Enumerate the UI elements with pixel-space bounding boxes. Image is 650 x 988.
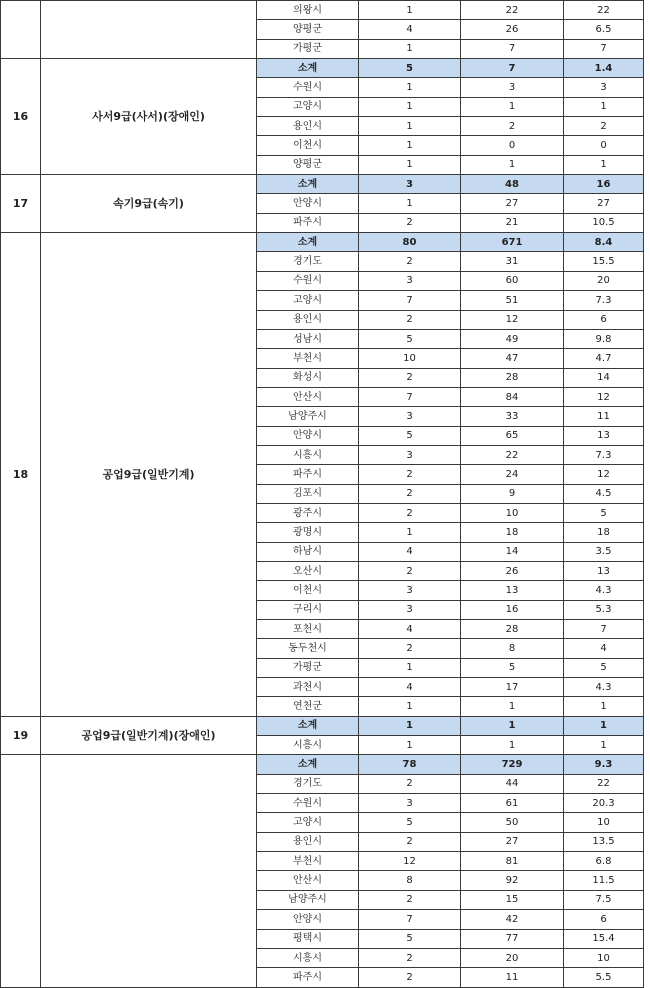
applicants-cell: 1 <box>461 697 564 716</box>
applicants-cell: 84 <box>461 387 564 406</box>
ratio-cell: 4.7 <box>564 349 644 368</box>
ratio-cell: 20.3 <box>564 794 644 813</box>
quota-cell: 3 <box>359 407 461 426</box>
applicants-cell: 1 <box>461 716 564 735</box>
applicants-cell: 10 <box>461 503 564 522</box>
applicants-cell: 22 <box>461 445 564 464</box>
region-cell: 가평군 <box>257 39 359 58</box>
job-number-cell: 17 <box>1 175 41 233</box>
job-number-cell: 18 <box>1 233 41 717</box>
subtotal-label-cell: 소계 <box>257 175 359 194</box>
applicants-cell: 42 <box>461 910 564 929</box>
region-cell: 포천시 <box>257 620 359 639</box>
region-cell: 양평군 <box>257 20 359 39</box>
quota-cell: 1 <box>359 523 461 542</box>
applicants-cell: 1 <box>461 97 564 116</box>
applicants-cell: 15 <box>461 890 564 909</box>
quota-cell: 1 <box>359 117 461 136</box>
region-cell: 수원시 <box>257 271 359 290</box>
ratio-cell: 6.8 <box>564 852 644 871</box>
applicants-cell: 5 <box>461 658 564 677</box>
job-title-cell: 공업9급(일반기계)(장애인) <box>41 716 257 755</box>
applicants-cell: 22 <box>461 1 564 20</box>
ratio-cell: 12 <box>564 465 644 484</box>
job-title-cell <box>41 1 257 59</box>
ratio-cell: 15.4 <box>564 929 644 948</box>
ratio-cell: 3 <box>564 78 644 97</box>
ratio-cell: 27 <box>564 194 644 213</box>
ratio-cell: 7.5 <box>564 890 644 909</box>
region-cell: 하남시 <box>257 542 359 561</box>
ratio-cell: 20 <box>564 271 644 290</box>
subtotal-row <box>1 716 644 735</box>
applicants-cell: 50 <box>461 813 564 832</box>
applicants-cell: 21 <box>461 213 564 232</box>
quota-cell: 2 <box>359 465 461 484</box>
ratio-cell: 1 <box>564 716 644 735</box>
ratio-cell: 11 <box>564 407 644 426</box>
applicants-cell: 31 <box>461 252 564 271</box>
region-cell: 김포시 <box>257 484 359 503</box>
quota-cell: 2 <box>359 484 461 503</box>
applicants-cell: 24 <box>461 465 564 484</box>
quota-cell: 1 <box>359 155 461 174</box>
applicants-cell: 729 <box>461 755 564 774</box>
quota-cell: 1 <box>359 194 461 213</box>
region-cell: 고양시 <box>257 813 359 832</box>
quota-cell: 4 <box>359 620 461 639</box>
region-cell: 가평군 <box>257 658 359 677</box>
region-cell: 의왕시 <box>257 1 359 20</box>
ratio-cell: 4.3 <box>564 581 644 600</box>
ratio-cell: 13.5 <box>564 832 644 851</box>
region-cell: 시흥시 <box>257 948 359 967</box>
region-cell: 연천군 <box>257 697 359 716</box>
quota-cell: 2 <box>359 503 461 522</box>
region-cell: 용인시 <box>257 117 359 136</box>
region-cell: 경기도 <box>257 252 359 271</box>
ratio-cell: 7.3 <box>564 291 644 310</box>
job-number-cell: 16 <box>1 59 41 175</box>
quota-cell: 4 <box>359 20 461 39</box>
ratio-cell: 6 <box>564 310 644 329</box>
region-cell: 남양주시 <box>257 890 359 909</box>
applicants-cell: 77 <box>461 929 564 948</box>
quota-cell: 5 <box>359 426 461 445</box>
quota-cell: 1 <box>359 1 461 20</box>
applicants-cell: 8 <box>461 639 564 658</box>
region-cell: 양평군 <box>257 155 359 174</box>
ratio-cell: 6.5 <box>564 20 644 39</box>
ratio-cell: 7 <box>564 39 644 58</box>
region-cell: 오산시 <box>257 561 359 580</box>
quota-cell: 2 <box>359 252 461 271</box>
ratio-cell: 1.4 <box>564 59 644 78</box>
subtotal-label-cell: 소계 <box>257 716 359 735</box>
ratio-cell: 1 <box>564 155 644 174</box>
ratio-cell: 7.3 <box>564 445 644 464</box>
region-cell: 부천시 <box>257 852 359 871</box>
quota-cell: 2 <box>359 832 461 851</box>
ratio-cell: 7 <box>564 620 644 639</box>
quota-cell: 2 <box>359 968 461 987</box>
applicants-cell: 49 <box>461 329 564 348</box>
region-cell: 고양시 <box>257 291 359 310</box>
region-cell: 시흥시 <box>257 736 359 755</box>
quota-cell: 1 <box>359 39 461 58</box>
ratio-cell: 8.4 <box>564 233 644 252</box>
quota-cell: 78 <box>359 755 461 774</box>
applicants-cell: 92 <box>461 871 564 890</box>
ratio-cell: 3.5 <box>564 542 644 561</box>
applicants-cell: 9 <box>461 484 564 503</box>
region-cell: 고양시 <box>257 97 359 116</box>
applicants-cell: 27 <box>461 832 564 851</box>
applicants-cell: 48 <box>461 175 564 194</box>
applicants-cell: 16 <box>461 600 564 619</box>
subtotal-label-cell: 소계 <box>257 233 359 252</box>
region-cell: 안양시 <box>257 426 359 445</box>
ratio-cell: 5 <box>564 503 644 522</box>
ratio-cell: 16 <box>564 175 644 194</box>
applicants-cell: 0 <box>461 136 564 155</box>
ratio-cell: 0 <box>564 136 644 155</box>
ratio-cell: 10 <box>564 813 644 832</box>
applicants-cell: 13 <box>461 581 564 600</box>
quota-cell: 5 <box>359 929 461 948</box>
quota-cell: 4 <box>359 678 461 697</box>
quota-cell: 2 <box>359 639 461 658</box>
quota-cell: 5 <box>359 59 461 78</box>
applicants-cell: 1 <box>461 155 564 174</box>
applicants-cell: 671 <box>461 233 564 252</box>
quota-cell: 7 <box>359 387 461 406</box>
ratio-cell: 11.5 <box>564 871 644 890</box>
quota-cell: 2 <box>359 310 461 329</box>
applicants-cell: 27 <box>461 194 564 213</box>
ratio-cell: 18 <box>564 523 644 542</box>
quota-cell: 3 <box>359 271 461 290</box>
applicants-cell: 12 <box>461 310 564 329</box>
job-number-cell <box>1 755 41 987</box>
job-number-cell <box>1 1 41 59</box>
subtotal-label-cell: 소계 <box>257 755 359 774</box>
region-cell: 안산시 <box>257 871 359 890</box>
ratio-cell: 4.5 <box>564 484 644 503</box>
applicants-cell: 7 <box>461 59 564 78</box>
quota-cell: 1 <box>359 697 461 716</box>
applicants-cell: 51 <box>461 291 564 310</box>
applicants-cell: 20 <box>461 948 564 967</box>
applicants-cell: 26 <box>461 561 564 580</box>
applicants-cell: 11 <box>461 968 564 987</box>
applicants-cell: 3 <box>461 78 564 97</box>
applicants-cell: 14 <box>461 542 564 561</box>
quota-cell: 12 <box>359 852 461 871</box>
region-cell: 수원시 <box>257 794 359 813</box>
subtotal-label-cell: 소계 <box>257 59 359 78</box>
quota-cell: 1 <box>359 78 461 97</box>
subtotal-row <box>1 755 644 774</box>
applicants-cell: 28 <box>461 368 564 387</box>
quota-cell: 3 <box>359 175 461 194</box>
ratio-cell: 14 <box>564 368 644 387</box>
table-body <box>1 1 644 988</box>
applicants-cell: 81 <box>461 852 564 871</box>
ratio-cell: 13 <box>564 561 644 580</box>
applicants-cell: 61 <box>461 794 564 813</box>
region-cell: 동두천시 <box>257 639 359 658</box>
region-cell: 남양주시 <box>257 407 359 426</box>
applicants-cell: 1 <box>461 736 564 755</box>
quota-cell: 1 <box>359 658 461 677</box>
region-cell: 용인시 <box>257 310 359 329</box>
region-cell: 파주시 <box>257 968 359 987</box>
quota-cell: 2 <box>359 213 461 232</box>
region-cell: 화성시 <box>257 368 359 387</box>
quota-cell: 3 <box>359 794 461 813</box>
applicants-cell: 18 <box>461 523 564 542</box>
job-title-cell: 사서9급(사서)(장애인) <box>41 59 257 175</box>
applicants-cell: 2 <box>461 117 564 136</box>
region-cell: 성남시 <box>257 329 359 348</box>
job-number-cell: 19 <box>1 716 41 755</box>
ratio-cell: 10.5 <box>564 213 644 232</box>
quota-cell: 2 <box>359 890 461 909</box>
quota-cell: 2 <box>359 774 461 793</box>
quota-cell: 1 <box>359 136 461 155</box>
job-title-cell <box>41 755 257 987</box>
ratio-cell: 10 <box>564 948 644 967</box>
region-cell: 안양시 <box>257 910 359 929</box>
applicants-cell: 17 <box>461 678 564 697</box>
quota-cell: 10 <box>359 349 461 368</box>
table-row <box>1 1 644 20</box>
quota-cell: 2 <box>359 561 461 580</box>
applicants-cell: 28 <box>461 620 564 639</box>
ratio-cell: 15.5 <box>564 252 644 271</box>
region-cell: 시흥시 <box>257 445 359 464</box>
quota-cell: 2 <box>359 948 461 967</box>
region-cell: 광명시 <box>257 523 359 542</box>
region-cell: 구리시 <box>257 600 359 619</box>
ratio-cell: 22 <box>564 1 644 20</box>
subtotal-row <box>1 175 644 194</box>
subtotal-row <box>1 233 644 252</box>
ratio-cell: 5.5 <box>564 968 644 987</box>
ratio-cell: 2 <box>564 117 644 136</box>
quota-cell: 4 <box>359 542 461 561</box>
ratio-cell: 5.3 <box>564 600 644 619</box>
applicants-cell: 60 <box>461 271 564 290</box>
quota-cell: 7 <box>359 291 461 310</box>
ratio-cell: 4.3 <box>564 678 644 697</box>
ratio-cell: 6 <box>564 910 644 929</box>
region-cell: 이천시 <box>257 581 359 600</box>
quota-cell: 3 <box>359 445 461 464</box>
quota-cell: 3 <box>359 581 461 600</box>
quota-cell: 8 <box>359 871 461 890</box>
ratio-cell: 9.8 <box>564 329 644 348</box>
ratio-cell: 5 <box>564 658 644 677</box>
applicants-cell: 65 <box>461 426 564 445</box>
region-cell: 파주시 <box>257 213 359 232</box>
region-cell: 안산시 <box>257 387 359 406</box>
applicants-cell: 47 <box>461 349 564 368</box>
ratio-cell: 1 <box>564 97 644 116</box>
applicants-cell: 44 <box>461 774 564 793</box>
quota-cell: 5 <box>359 329 461 348</box>
quota-cell: 1 <box>359 736 461 755</box>
region-cell: 평택시 <box>257 929 359 948</box>
applicants-cell: 26 <box>461 20 564 39</box>
ratio-cell: 1 <box>564 736 644 755</box>
region-cell: 부천시 <box>257 349 359 368</box>
applicants-cell: 33 <box>461 407 564 426</box>
ratio-cell: 4 <box>564 639 644 658</box>
region-cell: 파주시 <box>257 465 359 484</box>
region-cell: 용인시 <box>257 832 359 851</box>
region-cell: 이천시 <box>257 136 359 155</box>
ratio-cell: 22 <box>564 774 644 793</box>
job-title-cell: 속기9급(속기) <box>41 175 257 233</box>
quota-cell: 5 <box>359 813 461 832</box>
region-cell: 과천시 <box>257 678 359 697</box>
ratio-cell: 12 <box>564 387 644 406</box>
quota-cell: 7 <box>359 910 461 929</box>
quota-cell: 3 <box>359 600 461 619</box>
quota-cell: 80 <box>359 233 461 252</box>
ratio-cell: 9.3 <box>564 755 644 774</box>
subtotal-row <box>1 59 644 78</box>
region-cell: 수원시 <box>257 78 359 97</box>
quota-cell: 2 <box>359 368 461 387</box>
ratio-cell: 1 <box>564 697 644 716</box>
region-cell: 광주시 <box>257 503 359 522</box>
applicants-cell: 7 <box>461 39 564 58</box>
region-cell: 경기도 <box>257 774 359 793</box>
region-cell: 안양시 <box>257 194 359 213</box>
ratio-cell: 13 <box>564 426 644 445</box>
job-title-cell: 공업9급(일반기계) <box>41 233 257 717</box>
quota-cell: 1 <box>359 97 461 116</box>
quota-cell: 1 <box>359 716 461 735</box>
